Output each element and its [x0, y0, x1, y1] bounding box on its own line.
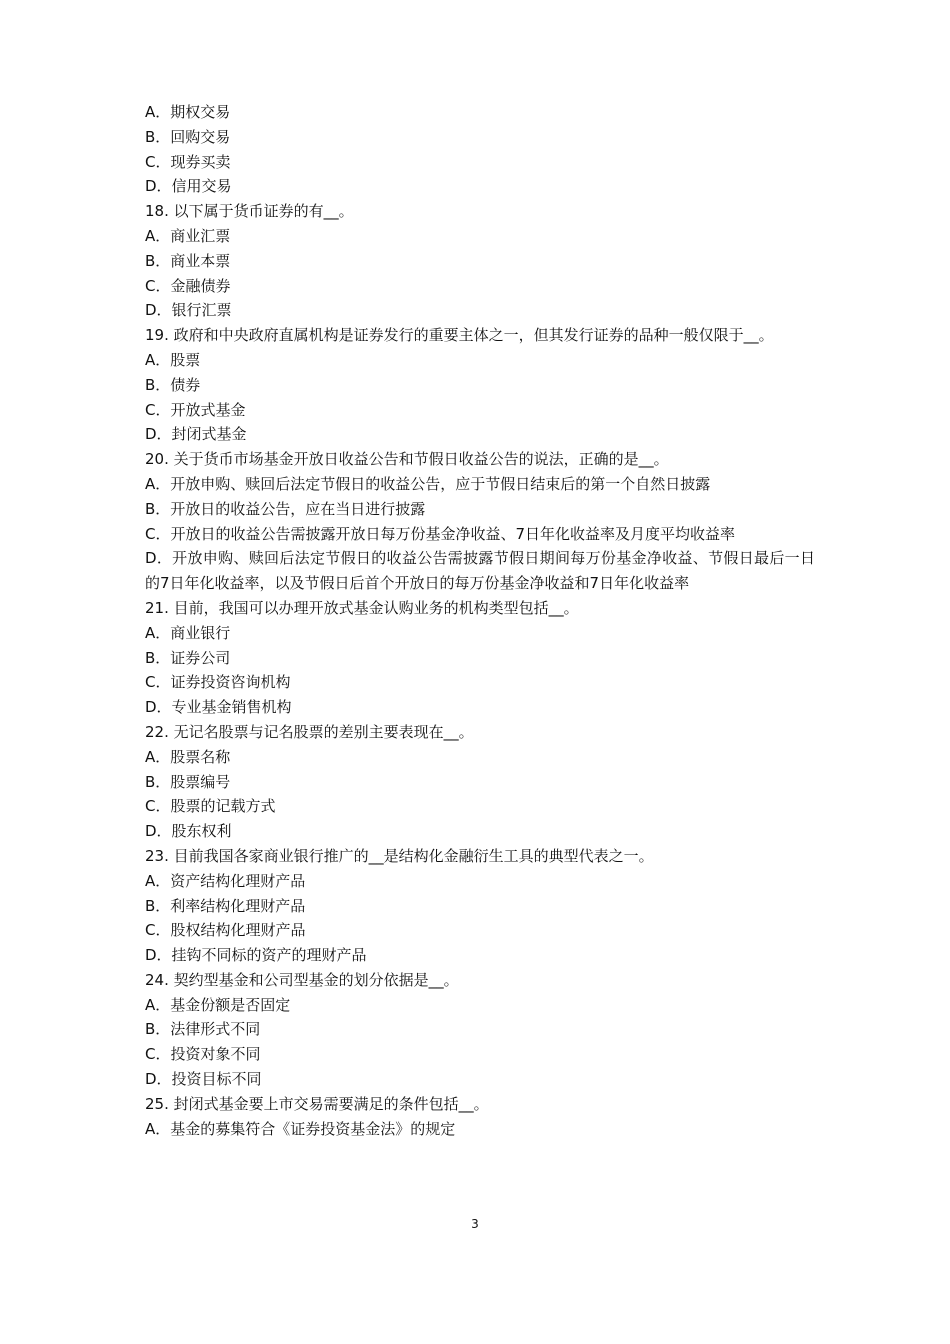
option-line: D．封闭式基金: [145, 425, 247, 444]
option-line: A．期权交易: [145, 103, 231, 121]
option-line: C．金融债券: [145, 276, 231, 295]
option-line: D．银行汇票: [145, 301, 232, 320]
question-22: 22. 无记名股票与记名股票的差别主要表现在__。: [145, 722, 474, 741]
option-line: D．信用交易: [145, 177, 232, 196]
option-line: C．开放式基金: [145, 400, 246, 419]
option-line: D．挂钩不同标的资产的理财产品: [145, 946, 367, 965]
option-line: B．商业本票: [145, 251, 231, 270]
question-25: 25. 封闭式基金要上市交易需要满足的条件包括__。: [145, 1094, 489, 1113]
option-line: A．开放申购、赎回后法定节假日的收益公告，应于节假日结束后的第一个自然日披露: [145, 474, 711, 493]
option-line: C．投资对象不同: [145, 1045, 261, 1064]
option-line: C．现券买卖: [145, 152, 231, 171]
option-line: B．利率结构化理财产品: [145, 896, 306, 915]
option-line: B．证券公司: [145, 648, 231, 667]
option-line: B．法律形式不同: [145, 1020, 261, 1039]
option-line: B．开放日的收益公告，应在当日进行披露: [145, 499, 426, 518]
option-line: A．资产结构化理财产品: [145, 871, 306, 890]
option-line: B．回购交易: [145, 127, 231, 146]
option-line: D．股东权利: [145, 822, 232, 841]
question-24: 24. 契约型基金和公司型基金的划分依据是__。: [145, 970, 459, 989]
question-20: 20. 关于货币市场基金开放日收益公告和节假日收益公告的说法，正确的是__。: [145, 450, 669, 469]
option-line: D．专业基金销售机构: [145, 698, 292, 717]
question-21: 21. 目前，我国可以办理开放式基金认购业务的机构类型包括__。: [145, 598, 579, 617]
option-line: B．债券: [145, 375, 201, 394]
option-line: D．开放申购、赎回后法定节假日的收益公告需披露节假日期间每万份基金净收益、节假日最后一日的7日年化收益率，以及节假日后首个开放日的每万份基金净收益和7日年化收益率: [145, 549, 815, 593]
option-line: A．基金的募集符合《证券投资基金法》的规定: [145, 1119, 456, 1138]
option-line: C．股权结构化理财产品: [145, 921, 306, 940]
option-line: A．商业银行: [145, 623, 231, 642]
option-line: D．投资目标不同: [145, 1070, 262, 1089]
option-line: C．证券投资咨询机构: [145, 673, 291, 692]
page-content: [145, 100, 815, 1141]
option-line: A．商业汇票: [145, 226, 231, 245]
question-18: 18. 以下属于货币证券的有__。: [145, 202, 354, 221]
option-line: C．开放日的收益公告需披露开放日每万份基金净收益、7日年化收益率及月度平均收益率: [145, 524, 736, 543]
option-line: A．股票: [145, 350, 201, 369]
question-23: 23. 目前我国各家商业银行推广的__是结构化金融衍生工具的典型代表之一。: [145, 846, 654, 865]
question-19: 19. 政府和中央政府直属机构是证券发行的重要主体之一，但其发行证券的品种一般仅限于__。: [145, 326, 774, 345]
option-line: B．股票编号: [145, 772, 231, 791]
option-line: A．基金份额是否固定: [145, 995, 291, 1014]
page-number: 3: [471, 1217, 479, 1231]
option-line: A．股票名称: [145, 747, 231, 766]
option-line: C．股票的记载方式: [145, 797, 276, 816]
